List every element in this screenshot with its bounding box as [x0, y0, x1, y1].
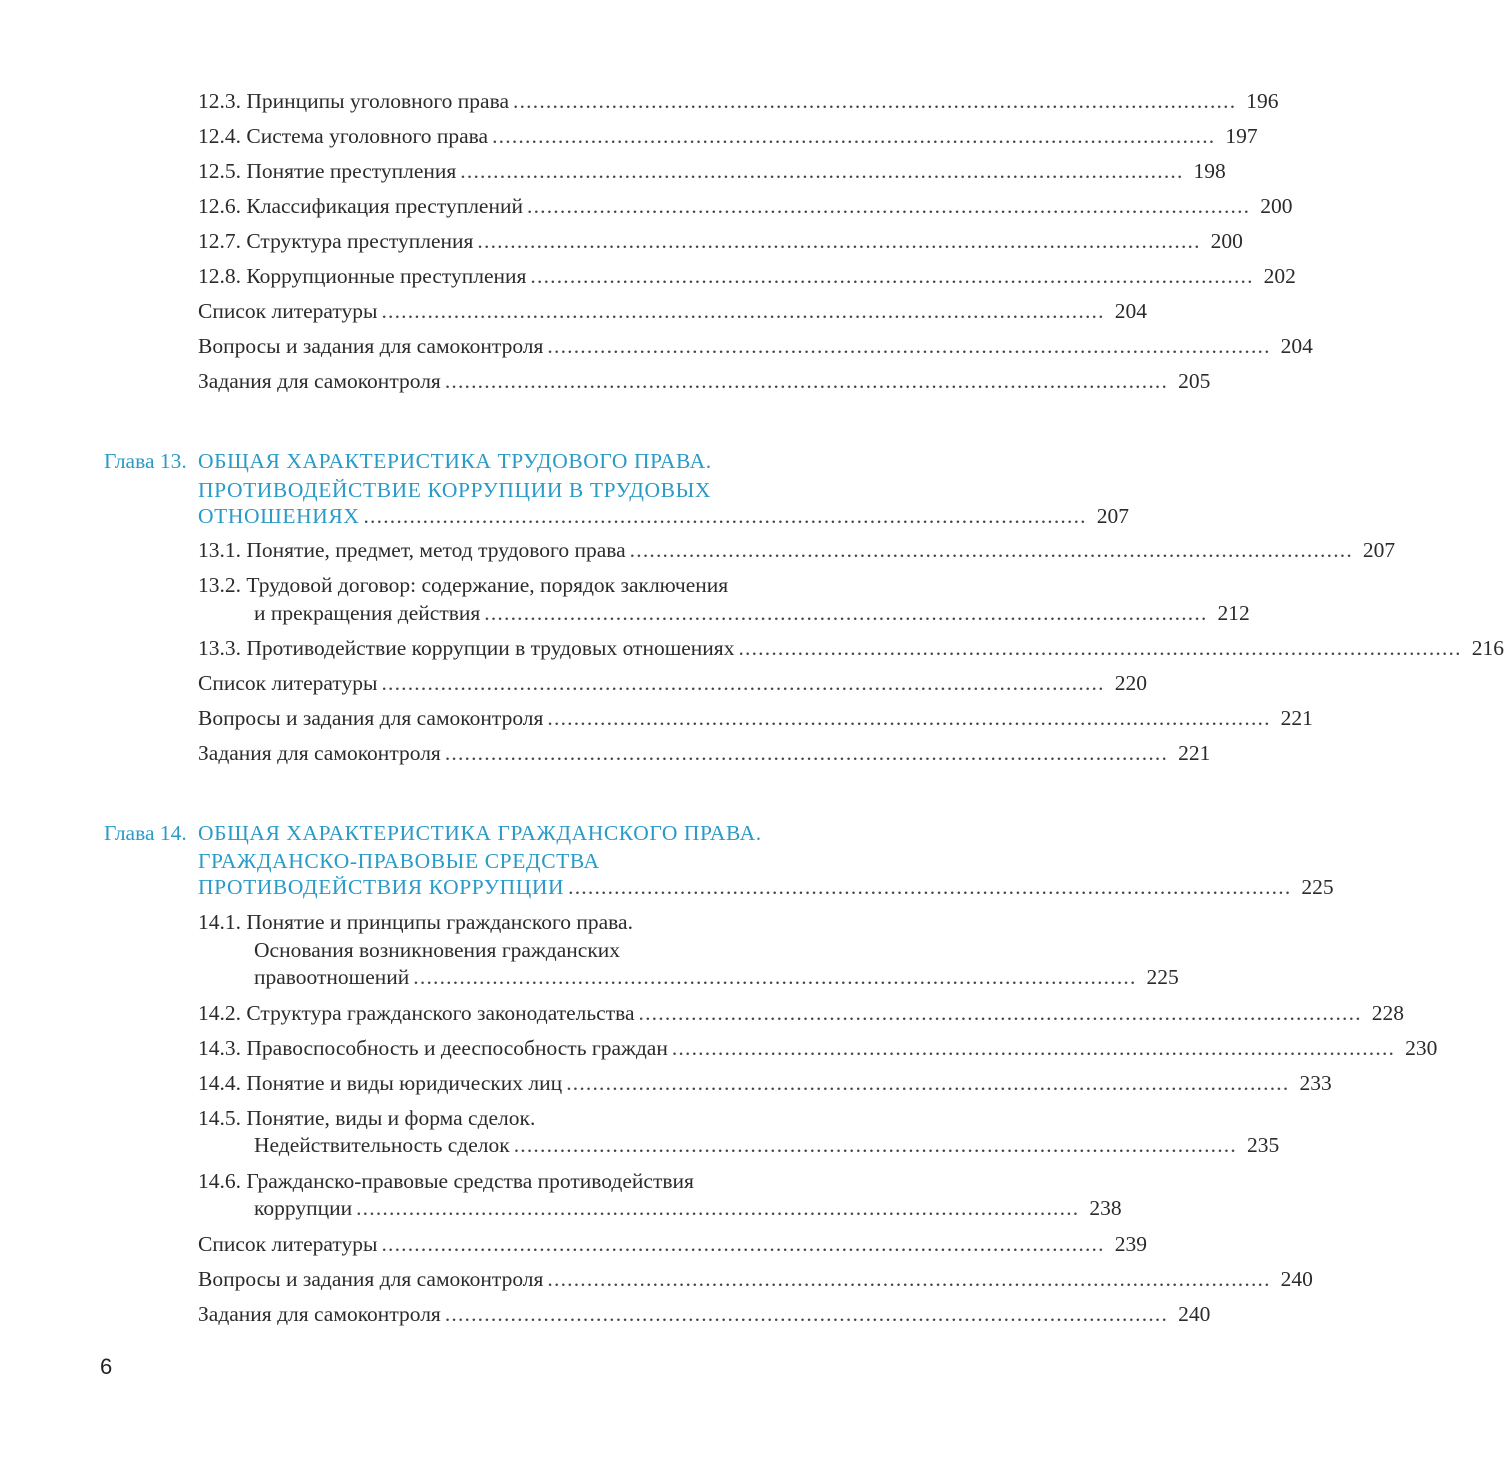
toc-entry[interactable]: [198, 294, 1147, 328]
entry-label: Вопросы и задания для самоконтроля: [198, 1267, 544, 1291]
chapter-13-title-line2[interactable]: ПРОТИВОДЕЙСТВИЕ КОРРУПЦИИ В ТРУДОВЫХ: [198, 478, 712, 502]
dot-leader: ..............................................................................................................: [444, 369, 1169, 393]
entry-page: 212: [1217, 601, 1250, 625]
entry-page: 228: [1371, 1001, 1405, 1025]
dot-leader: ..............................................................................................................: [513, 89, 1237, 113]
dot-leader: ..............................................................................................................: [527, 194, 1251, 218]
entry-page: 198: [1193, 159, 1226, 183]
page-number: 6: [100, 1354, 113, 1379]
entry-label: Вопросы и задания для самоконтроля: [198, 334, 544, 358]
entry-label: Список литературы: [198, 671, 378, 695]
toc-entry[interactable]: [198, 119, 1258, 153]
toc-entry[interactable]: [198, 1066, 1332, 1100]
dot-leader: ..............................................................................................................: [638, 1001, 1362, 1025]
entry-page: 225: [1146, 965, 1179, 989]
toc-entry[interactable]: [254, 1191, 1122, 1225]
chapter-13-title-line3: ОТНОШЕНИЯХ: [198, 504, 360, 528]
entry-page: 216: [1471, 636, 1504, 660]
entry-label: 12.5. Понятие преступления: [198, 159, 457, 183]
entry-page: 204: [1114, 299, 1147, 323]
dot-leader: ..............................................................................................................: [444, 741, 1169, 765]
toc-entry[interactable]: [198, 1227, 1147, 1261]
entry-label: 13.3. Противодействие коррупции в трудовых отношениях: [198, 636, 735, 660]
entry-page: 207: [1096, 504, 1129, 528]
entry-label: 12.7. Структура преступления: [198, 229, 474, 253]
dot-leader: ..............................................................................................................: [566, 1071, 1290, 1095]
toc-entry[interactable]: [198, 329, 1313, 363]
toc-entry[interactable]: [198, 736, 1211, 770]
toc-entry[interactable]: [198, 996, 1405, 1030]
entry-page: 204: [1280, 334, 1313, 358]
toc-entry[interactable]: [198, 701, 1313, 735]
entry-label: 12.6. Классификация преступлений: [198, 194, 523, 218]
entry-page: 238: [1089, 1196, 1122, 1220]
entry-label: Задания для самоконтроля: [198, 369, 441, 393]
entry-page: 197: [1225, 124, 1258, 148]
toc-entry[interactable]: [198, 154, 1226, 188]
toc-entry[interactable]: [198, 631, 1504, 665]
dot-leader: ..............................................................................................................: [356, 1196, 1080, 1220]
entry-page: 202: [1263, 264, 1296, 288]
entry-label: Задания для самоконтроля: [198, 741, 441, 765]
chapter-14-title-line2[interactable]: ГРАЖДАНСКО-ПРАВОВЫЕ СРЕДСТВА: [198, 849, 600, 873]
toc-entry[interactable]: [198, 666, 1147, 700]
chapter-13-prefix: Глава 13.: [104, 449, 187, 473]
dot-leader: ..............................................................................................................: [477, 229, 1201, 253]
toc-entry[interactable]: [198, 84, 1279, 118]
toc-entry[interactable]: [198, 533, 1396, 567]
entry-page: 205: [1178, 369, 1211, 393]
entry-page: 233: [1299, 1071, 1332, 1095]
dot-leader: ..............................................................................................................: [381, 299, 1105, 323]
toc-entry[interactable]: [198, 364, 1211, 398]
dot-leader: ..............................................................................................................: [444, 1302, 1169, 1326]
chapter-14-title-line3: ПРОТИВОДЕЙСТВИЯ КОРРУПЦИИ: [198, 875, 565, 899]
dot-leader: ..............................................................................................................: [381, 1232, 1105, 1256]
dot-leader: ..............................................................................................................: [547, 334, 1271, 358]
chapter-14-title-line1[interactable]: ОБЩАЯ ХАРАКТЕРИСТИКА ГРАЖДАНСКОГО ПРАВА.: [198, 821, 762, 845]
entry-label: 12.3. Принципы уголовного права: [198, 89, 510, 113]
entry-page: 220: [1114, 671, 1147, 695]
dot-leader: ..............................................................................................................: [547, 706, 1271, 730]
entry-label: Задания для самоконтроля: [198, 1302, 441, 1326]
dot-leader: ..............................................................................................................: [460, 159, 1184, 183]
entry-page: 221: [1280, 706, 1313, 730]
entry-label: 14.4. Понятие и виды юридических лиц: [198, 1071, 563, 1095]
toc-entry[interactable]: [198, 259, 1296, 293]
dot-leader: ..............................................................................................................: [363, 504, 1087, 528]
toc-entry[interactable]: [198, 189, 1293, 223]
toc-entry[interactable]: [198, 1262, 1313, 1296]
toc-entry[interactable]: [198, 1297, 1211, 1331]
dot-leader: ..............................................................................................................: [629, 538, 1353, 562]
entry-label: 12.4. Система уголовного права: [198, 124, 489, 148]
entry-page: 200: [1210, 229, 1243, 253]
toc-entry[interactable]: [198, 224, 1243, 258]
entry-page: 230: [1405, 1036, 1438, 1060]
entry-page: 225: [1301, 875, 1334, 899]
entry-page: 207: [1362, 538, 1396, 562]
dot-leader: ..............................................................................................................: [513, 1133, 1237, 1157]
dot-leader: ..............................................................................................................: [738, 636, 1462, 660]
entry-page: 240: [1280, 1267, 1313, 1291]
entry-page: 221: [1178, 741, 1211, 765]
chapter-13-entry[interactable]: [198, 499, 1129, 533]
chapter-13-title-line1[interactable]: ОБЩАЯ ХАРАКТЕРИСТИКА ТРУДОВОГО ПРАВА.: [198, 449, 712, 473]
entry-label-line1[interactable]: 14.5. Понятие, виды и форма сделок.: [198, 1106, 536, 1130]
entry-label: Список литературы: [198, 1232, 378, 1256]
entry-page: 235: [1246, 1133, 1280, 1157]
entry-label-line2: и прекращения действия: [254, 601, 481, 625]
entry-label-line2: коррупции: [254, 1196, 353, 1220]
entry-label-line1[interactable]: 14.1. Понятие и принципы гражданского права.: [198, 910, 633, 934]
toc-entry[interactable]: [254, 1128, 1280, 1162]
entry-label: Вопросы и задания для самоконтроля: [198, 706, 544, 730]
toc-entry[interactable]: [198, 1031, 1438, 1065]
entry-label-line1[interactable]: 13.2. Трудовой договор: содержание, порядок заключения: [198, 573, 729, 597]
entry-label-line3: правоотношений: [254, 965, 410, 989]
dot-leader: ..............................................................................................................: [568, 875, 1292, 899]
entry-label: 14.3. Правоспособность и дееспособность граждан: [198, 1036, 668, 1060]
entry-page: 239: [1114, 1232, 1147, 1256]
dot-leader: ..............................................................................................................: [530, 264, 1254, 288]
entry-page: 200: [1260, 194, 1293, 218]
entry-label: 12.8. Коррупционные преступления: [198, 264, 527, 288]
dot-leader: ..............................................................................................................: [492, 124, 1216, 148]
entry-page: 240: [1178, 1302, 1211, 1326]
dot-leader: ..............................................................................................................: [484, 601, 1208, 625]
chapter-14-entry[interactable]: [198, 870, 1334, 904]
entry-label-line2[interactable]: Основания возникновения гражданских: [254, 938, 621, 962]
entry-page: 196: [1246, 89, 1279, 113]
dot-leader: ..............................................................................................................: [381, 671, 1105, 695]
toc-entry[interactable]: [254, 960, 1179, 994]
entry-label-line1[interactable]: 14.6. Гражданско-правовые средства противодействия: [198, 1169, 694, 1193]
dot-leader: ..............................................................................................................: [547, 1267, 1271, 1291]
entry-label: Список литературы: [198, 299, 378, 323]
chapter-14-prefix: Глава 14.: [104, 821, 187, 845]
entry-label: 14.2. Структура гражданского законодательства: [198, 1001, 635, 1025]
entry-label: 13.1. Понятие, предмет, метод трудового права: [198, 538, 626, 562]
dot-leader: ..............................................................................................................: [413, 965, 1137, 989]
entry-label-line2: Недействительность сделок: [254, 1133, 510, 1157]
dot-leader: ..............................................................................................................: [671, 1036, 1396, 1060]
toc-entry[interactable]: [254, 596, 1250, 630]
